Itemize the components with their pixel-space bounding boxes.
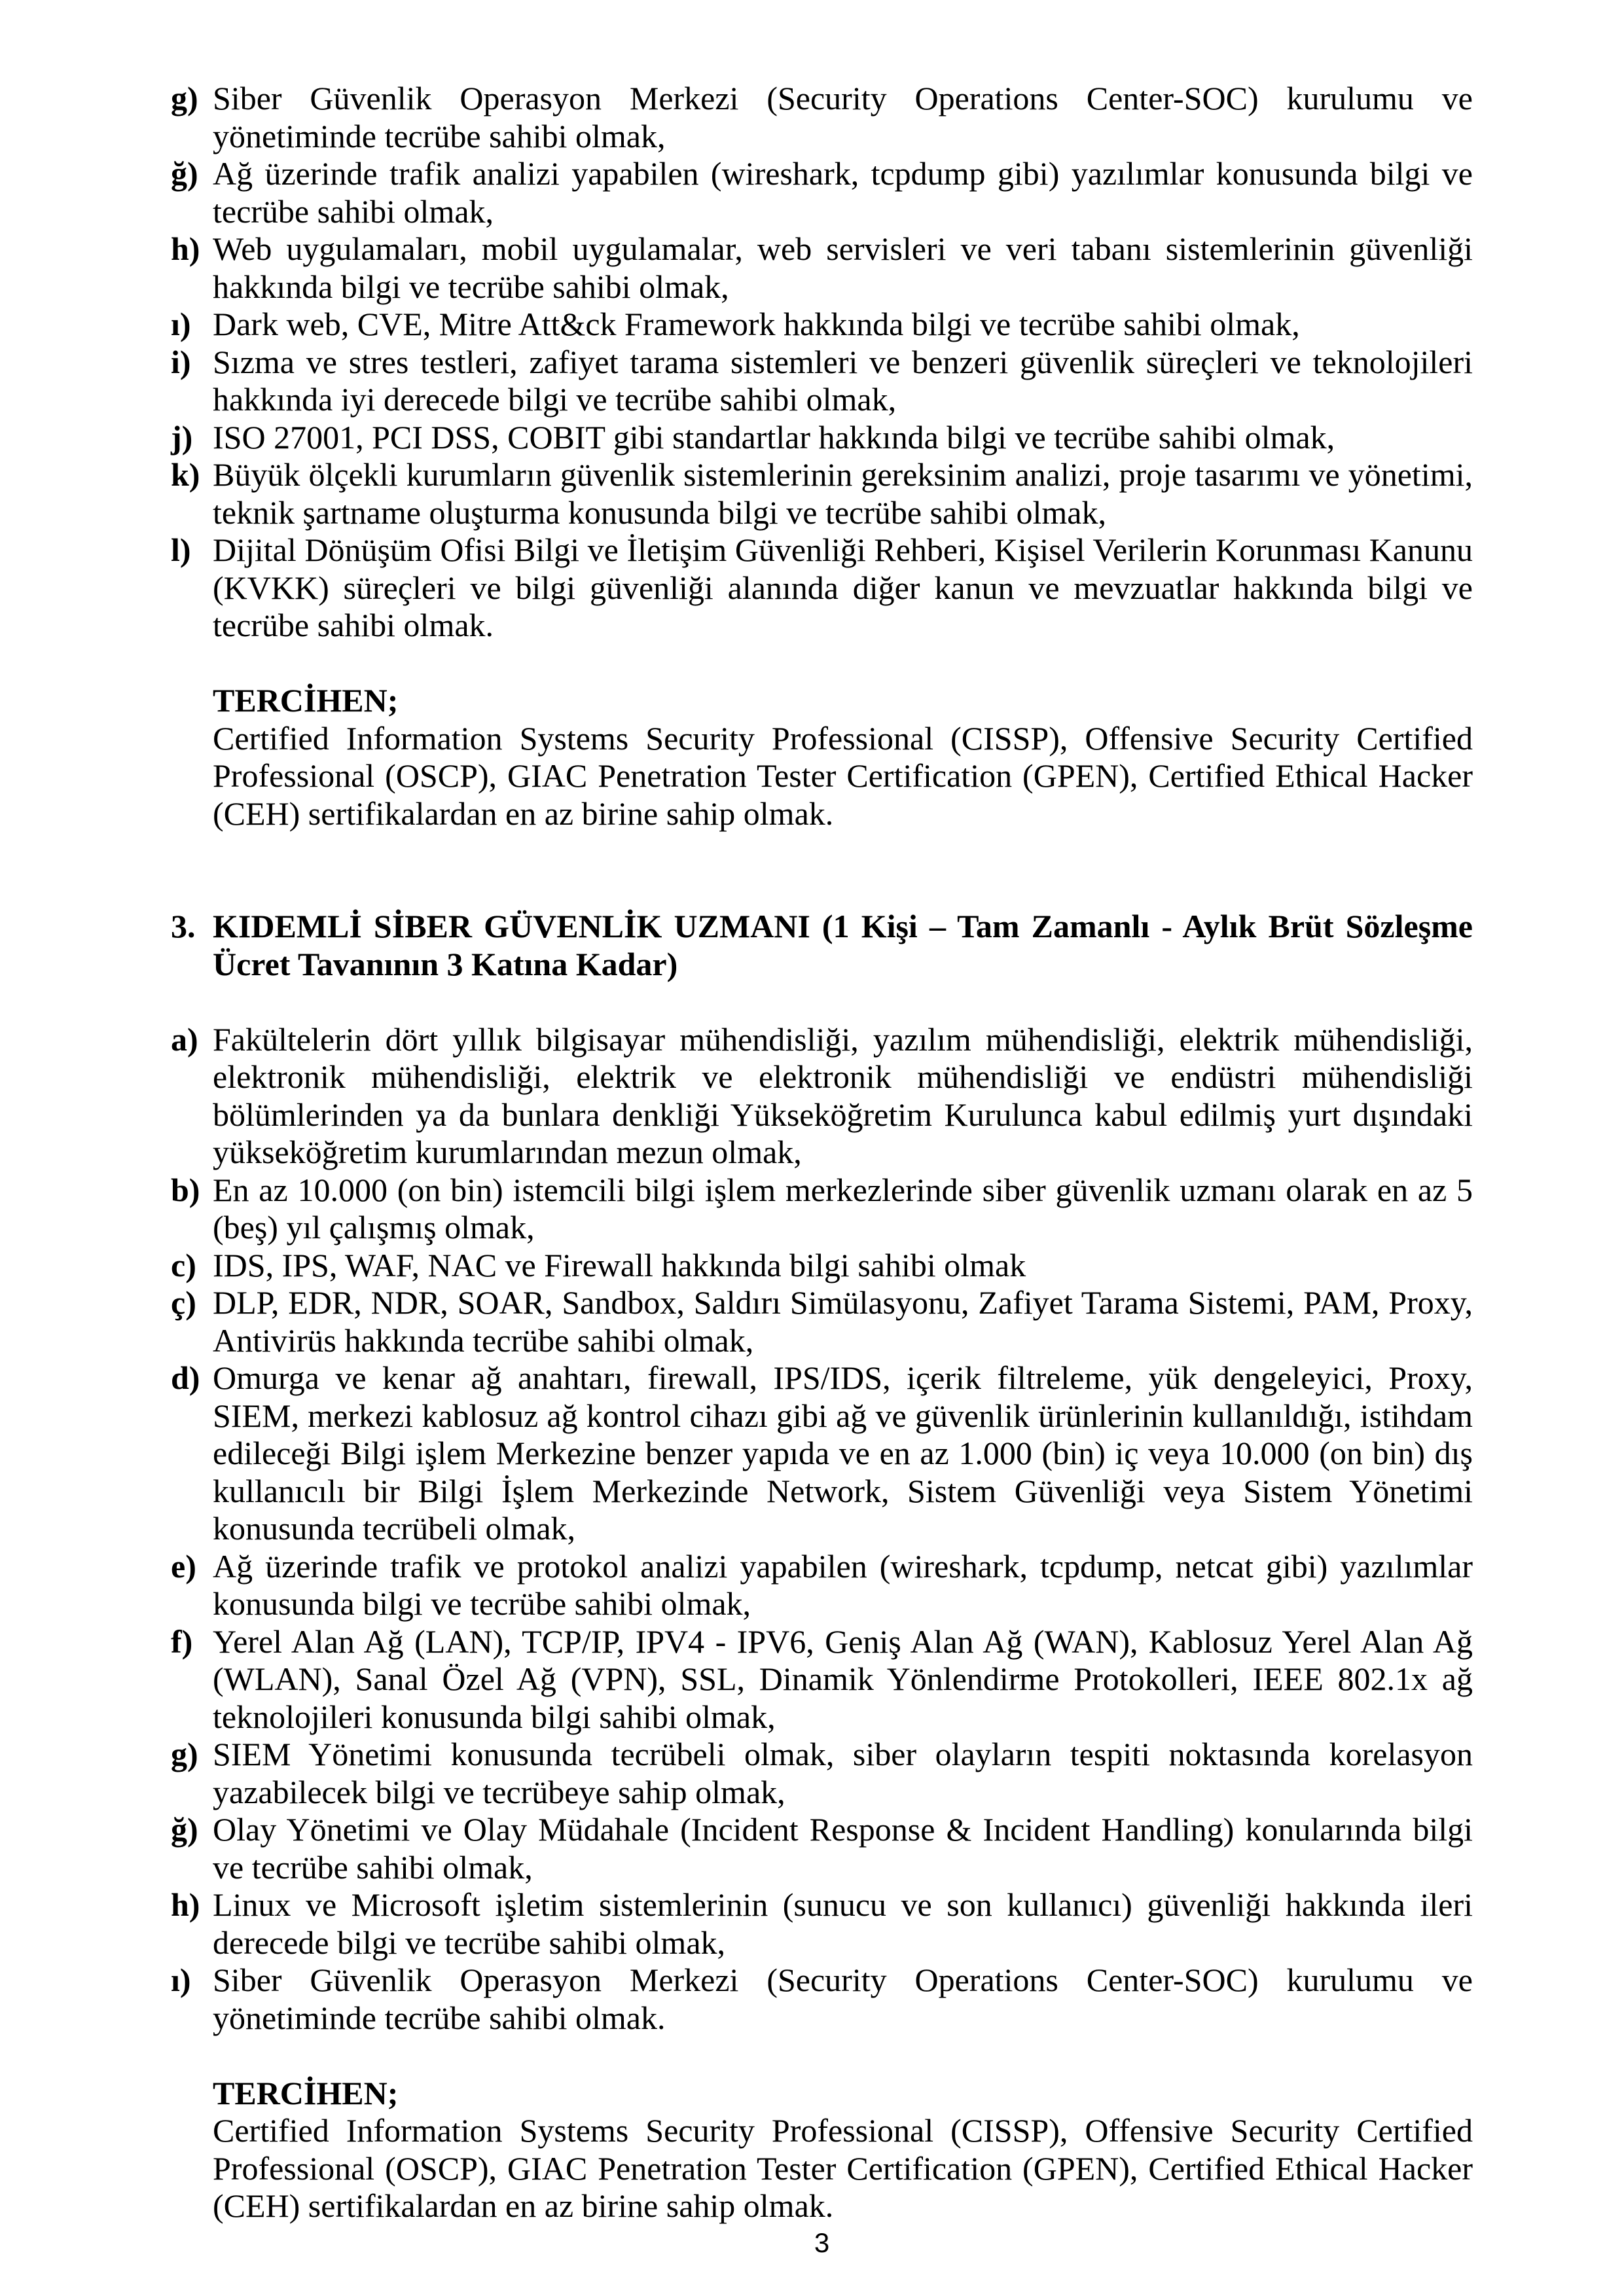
item-label: ı) (171, 1962, 191, 1998)
item-text: Siber Güvenlik Operasyon Merkezi (Security Operations Center-SOC) kurulumu ve yönetiminde tecrübe sahibi olmak. (213, 1962, 1473, 2036)
list-item (171, 1736, 1473, 1811)
section-number: 3. (171, 908, 196, 944)
list-item (171, 1284, 1473, 1359)
item-text: Dijital Dönüşüm Ofisi Bilgi ve İletişim Güvenliği Rehberi, Kişisel Verilerin Korunması Kanunu (KVKK) süreçleri ve bilgi güvenliği alanında diğer kanun ve mevzuatlar hakkında bilgi ve tecrübe sahibi olmak. (213, 531, 1473, 643)
list-item (171, 306, 1473, 344)
item-label: b) (171, 1171, 200, 1208)
list-item (171, 1623, 1473, 1736)
item-text: Yerel Alan Ağ (LAN), TCP/IP, IPV4 - IPV6, Geniş Alan Ağ (WAN), Kablosuz Yerel Alan Ağ (WLAN), Sanal Özel Ağ (VPN), SSL, Dinamik Yönlendirme Protokolleri, IEEE 802.1x ağ teknolojileri konusunda bilgi sahibi olmak, (213, 1623, 1473, 1735)
item-text: Ağ üzerinde trafik analizi yapabilen (wireshark, tcpdump gibi) yazılımlar konusunda bilgi ve tecrübe sahibi olmak, (213, 155, 1473, 230)
item-text: Olay Yönetimi ve Olay Müdahale (Incident Response & Incident Handling) konularında bilgi ve tecrübe sahibi olmak, (213, 1811, 1473, 1886)
list-item (171, 80, 1473, 155)
list-item (171, 1021, 1473, 1172)
item-label: ı) (171, 306, 191, 342)
section-title: KIDEMLİ SİBER GÜVENLİK UZMANI (1 Kişi – Tam Zamanlı - Aylık Brüt Sözleşme Ücret Tavanının 3 Katına Kadar) (213, 908, 1473, 982)
item-label: g) (171, 80, 198, 117)
list-item (171, 1886, 1473, 1962)
list-item (171, 344, 1473, 419)
item-text: ISO 27001, PCI DSS, COBIT gibi standartlar hakkında bilgi ve tecrübe sahibi olmak, (213, 418, 1335, 456)
item-text: Sızma ve stres testleri, zafiyet tarama sistemleri ve benzeri güvenlik süreçleri ve teknolojileri hakkında iyi derecede bilgi ve tecrübe sahibi olmak, (213, 343, 1473, 418)
document-content (171, 80, 1473, 2225)
list-item (171, 419, 1473, 457)
requirement-list-section-3 (171, 1021, 1473, 2037)
list-item (171, 1172, 1473, 1247)
list-item (171, 456, 1473, 531)
item-label: i) (171, 343, 191, 380)
item-label: ç) (171, 1284, 196, 1321)
item-text: Linux ve Microsoft işletim sistemlerinin (sunucu ve son kullanıcı) güvenliği hakkında ileri derecede bilgi ve tecrübe sahibi olmak, (213, 1886, 1473, 1961)
item-text: SIEM Yönetimi konusunda tecrübeli olmak, siber olayların tespiti noktasında korelasyon yazabilecek bilgi ve tecrübeye sahip olmak, (213, 1736, 1473, 1810)
item-label: e) (171, 1547, 196, 1585)
item-label: a) (171, 1020, 198, 1058)
item-label: d) (171, 1359, 200, 1396)
item-text: IDS, IPS, WAF, NAC ve Firewall hakkında bilgi sahibi olmak (213, 1246, 1026, 1283)
list-item (171, 155, 1473, 230)
item-label: ğ) (171, 1811, 198, 1848)
item-text: Fakültelerin dört yıllık bilgisayar mühendisliği, yazılım mühendisliği, elektrik mühendisliği, elektronik mühendisliği, elektrik ve elektronik mühendisliği ve endüstri mühendisliği bölümlerinden ya da bunlara denkliği Yükseköğretim Kurulunca kabul edilmiş yurt dışındaki yükseköğretim kurumlarından mezun olmak, (213, 1020, 1473, 1170)
item-text: Siber Güvenlik Operasyon Merkezi (Security Operations Center-SOC) kurulumu ve yönetiminde tecrübe sahibi olmak, (213, 80, 1473, 154)
list-item (171, 1247, 1473, 1285)
list-item (171, 531, 1473, 645)
item-text: Omurga ve kenar ağ anahtarı, firewall, IPS/IDS, içerik filtreleme, yük dengeleyici, Proxy, SIEM, merkezi kablosuz ağ kontrol cihazı gibi ağ ve güvenlik ürünlerinin kullanıldığı, istihdam edileceği Bilgi işlem Merkezine benzer yapıda ve en az 1.000 (bin) iç veya 10.000 (on bin) dış kullanıcılı bir Bilgi İşlem Merkezinde Network, Sistem Güvenliği veya Sistem Yönetimi konusunda tecrübeli olmak, (213, 1359, 1473, 1547)
item-label: f) (171, 1623, 193, 1660)
item-text: Dark web, CVE, Mitre Att&ck Framework hakkında bilgi ve tecrübe sahibi olmak, (213, 306, 1300, 342)
item-label: g) (171, 1736, 198, 1772)
list-item (171, 1359, 1473, 1548)
item-label: h) (171, 230, 200, 267)
list-item (171, 1811, 1473, 1886)
list-item (171, 1962, 1473, 2037)
section-3-heading (171, 908, 1473, 983)
preferred-heading: TERCİHEN; (213, 2074, 399, 2111)
item-label: j) (171, 418, 193, 456)
preferred-heading: TERCİHEN; (213, 682, 399, 719)
preferred-text: Certified Information Systems Security Professional (CISSP), Offensive Security Certified Professional (OSCP), GIAC Penetration Tester Certification (GPEN), Certified Ethical Hacker (CEH) sertifikalardan en az birine sahip olmak. (213, 2112, 1473, 2224)
requirement-list-continuation (171, 80, 1473, 645)
item-label: l) (171, 531, 191, 568)
item-label: h) (171, 1886, 200, 1923)
item-label: k) (171, 456, 200, 493)
list-item (171, 1548, 1473, 1623)
preferred-text: Certified Information Systems Security Professional (CISSP), Offensive Security Certified Professional (OSCP), GIAC Penetration Tester Certification (GPEN), Certified Ethical Hacker (CEH) sertifikalardan en az birine sahip olmak. (213, 719, 1473, 832)
item-text: Ağ üzerinde trafik ve protokol analizi yapabilen (wireshark, tcpdump, netcat gibi) yazılımlar konusunda bilgi ve tecrübe sahibi olmak, (213, 1547, 1473, 1622)
item-label: c) (171, 1246, 196, 1283)
page-number: 3 (814, 2227, 830, 2258)
item-text: En az 10.000 (on bin) istemcili bilgi işlem merkezlerinde siber güvenlik uzmanı olarak en az 5 (beş) yıl çalışmış olmak, (213, 1171, 1473, 1246)
list-item (171, 230, 1473, 306)
item-text: Web uygulamaları, mobil uygulamalar, web servisleri ve veri tabanı sistemlerinin güvenliği hakkında bilgi ve tecrübe sahibi olmak, (213, 230, 1473, 305)
item-text: Büyük ölçekli kurumların güvenlik sistemlerinin gereksinim analizi, proje tasarımı ve yönetimi, teknik şartname oluşturma konusunda bilgi ve tecrübe sahibi olmak, (213, 456, 1473, 531)
item-label: ğ) (171, 155, 198, 192)
item-text: DLP, EDR, NDR, SOAR, Sandbox, Saldırı Simülasyonu, Zafiyet Tarama Sistemi, PAM, Proxy, Antivirüs hakkında tecrübe sahibi olmak, (213, 1284, 1473, 1359)
